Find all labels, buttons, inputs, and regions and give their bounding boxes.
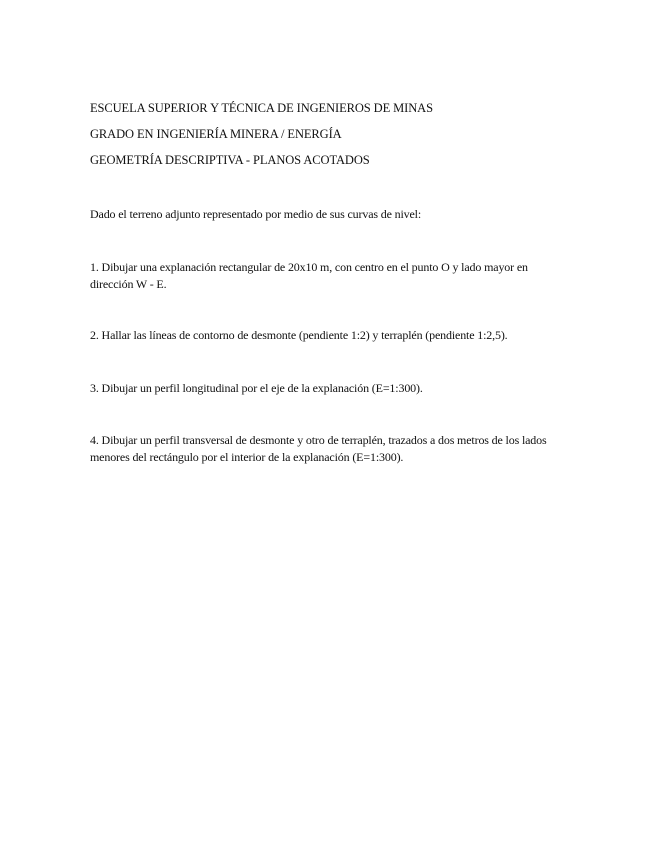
degree-name: GRADO EN INGENIERÍA MINERA / ENERGÍA [90,127,342,141]
task-2: 2. Hallar las líneas de contorno de desmonte (pendiente 1:2) y terraplén (pendiente 1:2,5). [90,328,508,342]
subject-title: GEOMETRÍA DESCRIPTIVA - PLANOS ACOTADOS [90,153,370,167]
document-header [90,100,570,178]
school-name: ESCUELA SUPERIOR Y TÉCNICA DE INGENIEROS DE MINAS [90,101,433,115]
task-3: 3. Dibujar un perfil longitudinal por el eje de la explanación (E=1:300). [90,381,423,395]
task-4: 4. Dibujar un perfil transversal de desmonte y otro de terraplén, trazados a dos metros de los lados menores del rectángulo por el interior de la explanación (E=1:300). [90,433,547,464]
intro-paragraph: Dado el terreno adjunto representado por medio de sus curvas de nivel: [90,207,422,221]
task-1: 1. Dibujar una explanación rectangular de 20x10 m, con centro en el punto O y lado mayor en dirección W - E. [90,260,528,291]
